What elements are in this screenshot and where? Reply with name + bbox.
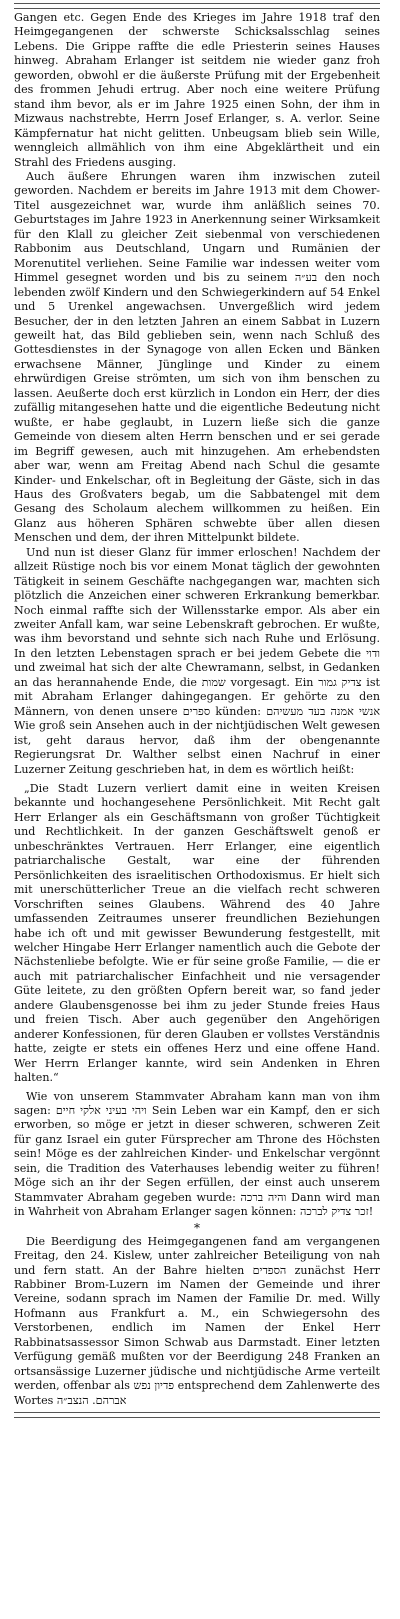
obituary-article bbox=[14, 11, 380, 1408]
paragraph-funeral: Die Beerdigung des Heimgegangenen fand am vergangenen Freitag, den 24. Kislew, unter zahlreicher Beteiligung von nah und fern statt. An der Bahre hielten הספדים zunächst Herr Rabbiner Brom-Luzern im Namen der Gemeinde und ihrer Vereine, sodann sprach im Namen der Familie Dr. med. Willy Hofmann aus Frankfurt a. M., ein Schwiegersohn des Verstorbenen, endlich im Namen der Enkel Herr Rabbinatsassessor Simon Schwab aus Darmstadt. Einer letzten Verfügung gemäß mußten vor der Beerdigung 248 Franken an ortsansässige Luzerner jüdische und nichtjüdische Arme verteilt werden, offenbar als פדיון נפש entsprechend dem Zahlenwerte des Wortes אברהם. הנצב״ה bbox=[14, 1234, 380, 1407]
newspaper-quote: „Die Stadt Luzern verliert damit eine in weiten Kreisen bekannte und hochangesehene Persönlichkeit. Mit Recht galt Herr Erlanger als ein Geschäftsmann von großer Tüchtigkeit und Rechtlichkeit. In der ganzen Geschäftswelt genoß er unbeschränktes Vertrauen. Herr Erlanger, eine eigentlich patriarchalische Gestalt, war eine der führenden Persönlichkeiten des israelitischen Orthodoxismus. Er hielt sich mit unerschütterlicher Treue an die vielfach recht schweren Vorschriften seines Glaubens. Während des 40 Jahre umfassenden Zeitraumes unserer freundlichen Beziehungen habe ich oft und mit gewisser Bewunderung festgestellt, mit welcher Hingabe Herr Erlanger namentlich auch die Gebote der Nächstenliebe befolgte. Wie er für seine große Familie, — die er auch mit patriarchalischer Einfachheit und nie versagender Güte leitete, zu den größten Opfern bereit war, so fand jeder andere Glaubensgenosse bei ihm zu jeder Stunde freies Haus und freien Tisch. Aber auch gegenüber den Angehörigen anderer Konfessionen, für deren Glauben er vollstes Verständnis hatte, zeigte er stets ein offenes Herz und eine offene Hand. Wer Herrn Erlanger kannte, wird sein Andenken in Ehren halten.“ bbox=[14, 782, 380, 1085]
paragraph-blessing: Wie von unserem Stammvater Abraham kann man von ihm sagen: ויהי בעיני אלקי חיים Sein Leben war ein Kampf, den er sich erworben, so möge er jetzt in dieser schweren, schweren Zeit für ganz Israel ein guter Fürsprecher am Throne des Höchsten sein! Möge es der zahlreichen Kinder- und Enkelschar vergönnt sein, die Tradition des Vaterhauses lebendig weiter zu führen! Möge sich an ihr der Segen erfüllen, der einst auch unserem Stammvater Abraham gegeben wurde: והיה ברכה Dann wird man in Wahrheit von Abraham Erlanger sagen können: זכר צדיק לברכה! bbox=[14, 1089, 381, 1219]
paragraph-illness-and-death: Und nun ist dieser Glanz für immer erloschen! Nachdem der allzeit Rüstige noch bis vor einem Monat täglich der gewohnten Tätigkeit in seinem Geschäfte nachgegangen war, machten sich plötzlich die Anzeichen einer schweren Erkrankung bemerkbar. Noch einmal raffte sich der Willensstarke empor. Als aber ein zweiter Anfall kam, war seine Lebenskraft gebrochen. Er wußte, was ihm bevorstand und sehnte sich nach Ruhe und Erlösung. In den letzten Lebenstagen sprach er bei jedem Gebete die ודוי und zweimal hat sich der alte Chewramann, selbst, in Gedanken an das herannahende Ende, die שמות vorgesagt. Ein צדיק גמור ist mit Abraham Erlanger dahingegangen. Er gehörte zu den Männern, von denen unsere ספרים künden: אנשי אמנה בעד מעשיהם Wie groß sein Ansehen auch in der nichtjüdischen Welt gewesen ist, geht daraus hervor, daß ihm der obengenannte Regierungsrat Dr. Walther selbst einen Nachruf in einer Luzerner Zeitung geschrieben hat, in dem es wörtlich heißt: bbox=[14, 545, 381, 776]
bottom-column-rule bbox=[14, 1412, 380, 1418]
top-column-rule bbox=[14, 3, 380, 9]
section-separator: * bbox=[194, 1220, 200, 1235]
paragraph-honors: Auch äußere Ehrungen waren ihm inzwischen zuteil geworden. Nachdem er bereits im Jahre 1913 mit dem Chower-Titel ausgezeichnet war, wurde ihm anläßlich seines 70. Geburtstages im Jahre 1923 in Anerkennung seiner Wirksamkeit für den Klall zu gleicher Zeit siebenmal von verschiedenen Rabbonim aus Deutschland, Ungarn und Rumänien der Morenutitel verliehen. Seine Familie war indessen weiter vom Himmel gesegnet worden und bis zu seinem בע״ה den noch lebenden zwölf Kindern und den Schwiegerkindern auf 54 Enkel und 5 Urenkel angewachsen. Unvergeßlich wird jedem Besucher, der in den letzten Jahren an einem Sabbat in Luzern geweilt hat, das Bild geblieben sein, wenn nach Schluß des Gottesdienstes in der Synagoge von allen Ecken und Bänken erwachsene Männer, Jünglinge und Kinder zu einem ehrwürdigen Greise strömten, um sich von ihm benschen zu lassen. Aeußerte doch erst kürzlich in London ein Herr, der dies zufällig mitangesehen hatte und die eigentliche Bedeutung nicht wußte, er habe geglaubt, in Luzern ließe sich die ganze Gemeinde von diesem alten Herrn benschen und er sei gerade im Begriff gewesen, auch mit hinzugehen. Am erhebendsten aber war, wenn am Freitag Abend nach Schul die gesamte Kinder- und Enkelschar, oft in Begleitung der Gäste, sich in das Haus des Großvaters begab, um die Sabbatengel mit dem Gesang des Scholaum alechem willkommen zu heißen. Ein Glanz aus höheren Sphären schwebte über allen diesen Menschen und dem, der ihren Mittelpunkt bildete. bbox=[14, 169, 380, 545]
paragraph-family-trials: Gangen etc. Gegen Ende des Krieges im Jahre 1918 traf den Heimgegangenen der schwerste Schicksalsschlag seines Lebens. Die Grippe raffte die edle Priesterin seines Hauses hinweg. Abraham Erlanger ist seitdem nie wieder ganz froh geworden, obwohl er die äußerste Prüfung mit der Ergebenheit des frommen Jehudi ertrug. Aber noch eine weitere Prüfung stand ihm bevor, als er im Jahre 1925 einen Sohn, der ihm in Mizwaus nachstrebte, Herrn Josef Erlanger, s. A. verlor. Seine Kämpfernatur hat nicht gelitten. Unbeugsam blieb sein Wille, wenngleich allmählich von ihm eine Abgeklärtheit und ein Strahl des Friedens ausging. bbox=[14, 11, 380, 169]
